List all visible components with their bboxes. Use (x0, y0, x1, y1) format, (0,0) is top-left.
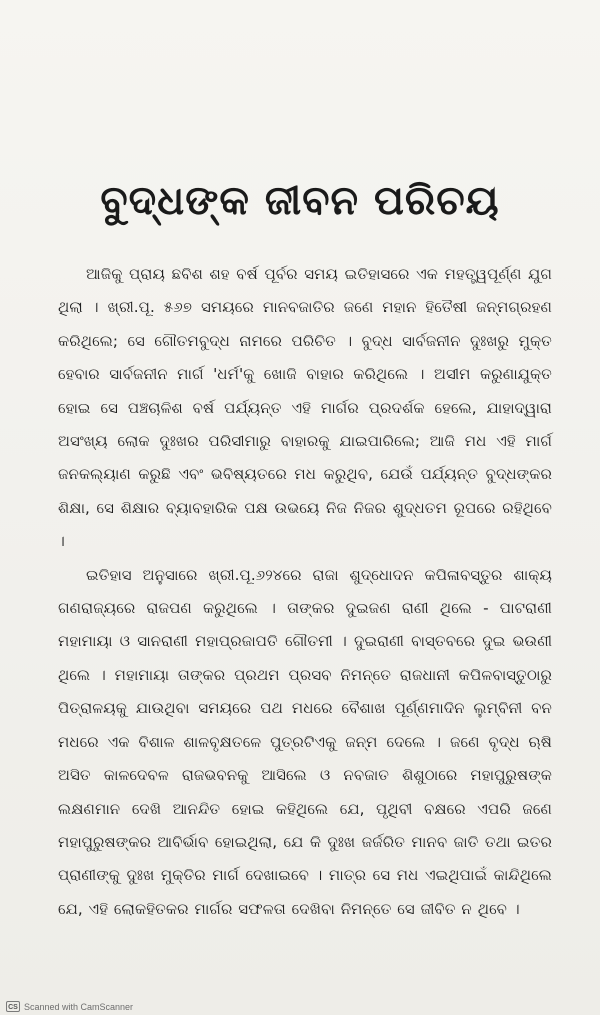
paragraph-2: ଇତିହାସ ଅନୁସାରେ ଖ୍ରୀ.ପୂ.୬୨୪ରେ ରାଜା ଶୁଦ୍ଧୋଦନ କପିଳାବସ୍ତୁର ଶାକ୍ୟ ଗଣରାଜ୍ୟରେ ରାଜପଣ କରୁଥିଲେ । ତାଙ୍କର ଦୁଇଜଣ ରାଣୀ ଥିଲେ - ପାଟରାଣୀ ମହାମାୟା ଓ ସାନରାଣୀ ମହାପ୍ରଜାପତି ଗୌତମୀ । ଦୁଇରାଣୀ ବାସ୍ତବରେ ଦୁଇ ଭଉଣୀ ଥିଲେ । ମହାମାୟା ତାଙ୍କର ପ୍ରଥମ ପ୍ରସବ ନିମନ୍ତେ ରାଜଧାନୀ କପିଳବାସ୍ତୁଠାରୁ ପିତ୍ରାଳୟକୁ ଯାଉଥିବା ସମୟରେ ପଥ ମଧରେ ବୈଶାଖ ପୂର୍ଣ୍ଣମାଦିନ ଲୁମ୍ବିନୀ ବନ ମଧରେ ଏକ ବିଶାଳ ଶାଳବୃକ୍ଷତଳେ ପୁତ୍ରଟିଏକୁ ଜନ୍ମ ଦେଲେ । ଜଣେ ବୃଦ୍ଧ ଋଷି ଅସିତ କାଳଦେବଳ ରାଜଭବନକୁ ଆସିଲେ ଓ ନବଜାତ ଶିଶୁଠାରେ ମହାପୁରୁଷଙ୍କ ଲକ୍ଷଣମାନ ଦେଖି ଆନନ୍ଦିତ ହୋଇ କହିଥିଲେ ଯେ, ପୃଥିବୀ ବକ୍ଷରେ ଏପରି ଜଣେ ମହାପୁରୁଷଙ୍କର ଆବିର୍ଭାବ ହୋଇଥିଲା, ଯେ କି ଦୁଃଖ ଜର୍ଜରିତ ମାନବ ଜାତି ତଥା ଇତର ପ୍ରାଣୀଙ୍କୁ ଦୁଃଖ ମୁକ୍ତିର ମାର୍ଗ ଦେଖାଇବେ । ମାତ୍ର ସେ ମଧ ଏଇଥିପାଇଁ କାନ୍ଦିଥିଲେ ଯେ, ଏହି ଲୋକହିତକର ମାର୍ଗର ସଫଳତା ଦେଖିବା ନିମନ୍ତେ ସେ ଜୀବିତ ନ ଥିବେ । (58, 565, 552, 918)
camscanner-logo-icon: CS (6, 1001, 20, 1012)
watermark-text: Scanned with CamScanner (24, 1001, 134, 1012)
scanner-watermark (6, 1001, 133, 1012)
paragraph-1: ଆଜିକୁ ପ୍ରାୟ ଛବିଶ ଶହ ବର୍ଷ ପୂର୍ବର ସମୟ ଇତିହାସରେ ଏକ ମହତ୍ତ୍ୱପୂର୍ଣ୍ଣ ଯୁଗ ଥିଲା । ଖ୍ରୀ.ପୂ. ୫୬୭ ସମୟରେ ମାନବଜାତିର ଜଣେ ମହାନ ହିତୈଷୀ ଜନ୍ମଗ୍ରହଣ କରିଥିଲେ; ସେ ଗୌତମବୁଦ୍ଧ ନାମରେ ପରିଚିତ । ବୁଦ୍ଧ ସାର୍ବଜନୀନ ଦୁଃଖରୁ ମୁକ୍ତ ହେବାର ସାର୍ବଜନୀନ ମାର୍ଗ 'ଧର୍ମ'କୁ ଖୋଜି ବାହାର କରିଥିଲେ । ଅସୀମ କରୁଣାଯୁକ୍ତ ହୋଇ ସେ ପଞ୍ଚଚାଳିଶ ବର୍ଷ ପର୍ଯ୍ୟନ୍ତ ଏହି ମାର୍ଗର ପ୍ରଦର୍ଶକ ହେଲେ, ଯାହାଦ୍ୱାରା ଅସଂଖ୍ୟ ଲୋକ ଦୁଃଖର ପରିସୀମାରୁ ବାହାରକୁ ଯାଇପାରିଲେ; ଆଜି ମଧ ଏହି ମାର୍ଗ ଜନକଲ୍ୟାଣ କରୁଛି ଏବଂ ଭବିଷ୍ୟତରେ ମଧ କରୁଥିବ, ଯେଉଁ ପର୍ଯ୍ୟନ୍ତ ବୁଦ୍ଧଙ୍କର ଶିକ୍ଷା, ସେ ଶିକ୍ଷାର ବ୍ୟାବହାରିକ ପକ୍ଷ ଉଭୟେ ନିଜ ନିଜର ଶୁଦ୍ଧତମ ରୂପରେ ରହିଥିବେ । (58, 265, 552, 551)
body-text (58, 258, 552, 926)
page-title: ବୁଦ୍ଧଙ୍କ ଜୀବନ ପରିଚୟ (100, 178, 500, 224)
